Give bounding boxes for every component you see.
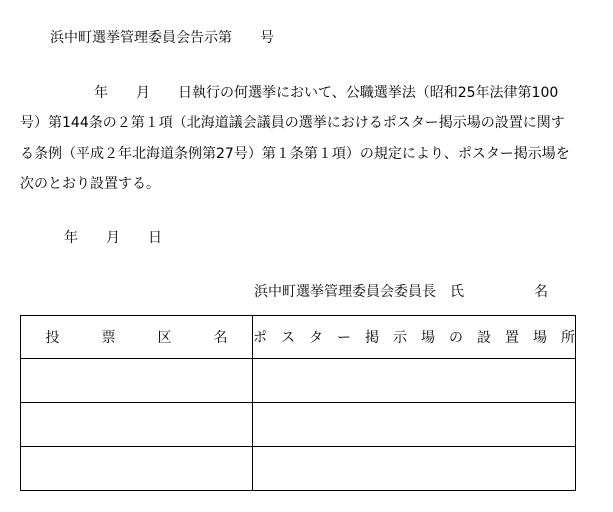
body-text-line-2: 号）第144条の２第１項（北海道議会議員の選挙におけるポスター掲示場の設置に関す bbox=[20, 115, 565, 131]
notice-title: 浜中町選挙管理委員会告示第 号 bbox=[50, 30, 274, 46]
table-row bbox=[21, 447, 576, 491]
body-text-line-1: 年 月 日執行の何選挙において、公職選挙法（昭和25年法律第100 bbox=[94, 85, 559, 101]
voting-district-cell bbox=[21, 447, 253, 491]
body-text-line-4: 次のとおり設置する。 bbox=[20, 176, 160, 192]
voting-district-cell bbox=[21, 359, 253, 403]
poster-site-cell bbox=[253, 359, 576, 403]
date-line: 年 月 日 bbox=[64, 230, 162, 246]
header-poster-site-location: ポ ス タ ー 掲 示 場 の 設 置 場 所 bbox=[253, 316, 576, 359]
header-voting-district: 投 票 区 名 bbox=[21, 316, 253, 359]
voting-district-cell bbox=[21, 403, 253, 447]
table-row bbox=[21, 403, 576, 447]
poster-site-cell bbox=[253, 447, 576, 491]
body-text-line-3: る条例（平成２年北海道条例第27号）第１条第１項）の規定により、ポスター掲示場を bbox=[20, 146, 570, 162]
poster-site-cell bbox=[253, 403, 576, 447]
poster-sites-table bbox=[20, 315, 576, 491]
table-row bbox=[21, 359, 576, 403]
signature-line: 浜中町選挙管理委員会委員長 氏 名 bbox=[254, 284, 548, 300]
table-header-row bbox=[21, 316, 576, 359]
